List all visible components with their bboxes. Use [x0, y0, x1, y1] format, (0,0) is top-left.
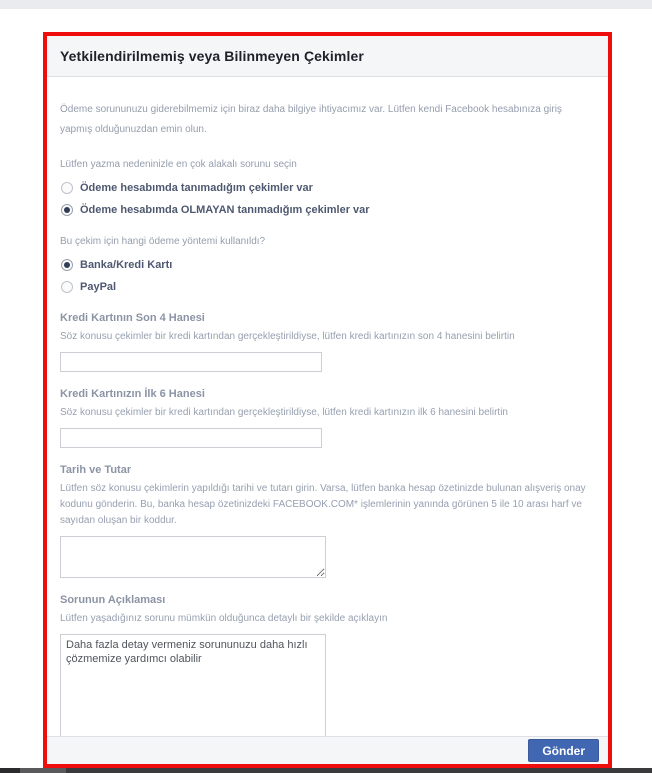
radio-option-bank-credit-card[interactable] — [60, 255, 594, 274]
card-first6-input[interactable] — [60, 428, 322, 448]
field-label: Sorunun Açıklaması — [60, 594, 166, 606]
radio-unchecked-icon[interactable] — [61, 281, 73, 293]
submit-button[interactable]: Gönder — [528, 739, 599, 762]
field-description: Lütfen söz konusu çekimlerin yapıldığı tarihi ve tutarı girin. Varsa, lütfen banka hesap özetinizde bulunan alışveriş onay kodunu gönderin. Bu, banka hesap özetinizdeki FACEBOOK.COM* işlemlerinin yanında görünen 5 ile 10 arası harf ve sayıdan oluşan bir koddur. — [60, 483, 586, 526]
dialog-title: Yetkilendirilmemiş veya Bilinmeyen Çekimler — [60, 48, 364, 64]
field-card-last4 — [60, 312, 594, 372]
dialog-body — [47, 77, 608, 736]
radio-option-label: Ödeme hesabımda OLMAYAN tanımadığım çekimler var — [80, 203, 370, 216]
radio-option-label: PayPal — [80, 280, 117, 293]
reason-question-label: Lütfen yazma nedeninizle en çok alakalı sorunu seçin — [60, 159, 297, 170]
radio-option-unrecognized-charges[interactable] — [60, 178, 594, 197]
card-last4-input[interactable] — [60, 352, 322, 372]
radio-option-label: Banka/Kredi Kartı — [80, 258, 173, 271]
bottom-edge-strip — [0, 768, 652, 773]
page-top-strip — [0, 0, 652, 9]
field-problem-description — [60, 594, 594, 736]
radio-option-label: Ödeme hesabımda tanımadığım çekimler var — [80, 181, 313, 194]
intro-text: Ödeme sorununuzu giderebilmemiz için biraz daha bilgiye ihtiyacımız var. Lütfen kendi Facebook hesabınıza giriş yapmış olduğunuzdan emin olun. — [60, 104, 562, 135]
field-label: Kredi Kartının Son 4 Hanesi — [60, 312, 205, 324]
radio-unchecked-icon[interactable] — [61, 182, 73, 194]
dialog-footer — [47, 736, 608, 764]
radio-option-not-on-account-charges[interactable] — [60, 200, 594, 219]
radio-checked-icon[interactable] — [61, 204, 73, 216]
field-label: Tarih ve Tutar — [60, 464, 132, 476]
field-date-amount — [60, 464, 594, 578]
field-label: Kredi Kartınızın İlk 6 Hanesi — [60, 388, 205, 400]
unauthorized-withdrawals-dialog — [43, 32, 612, 768]
field-description: Söz konusu çekimler bir kredi kartından gerçekleştirildiyse, lütfen kredi kartınızın son 4 hanesini belirtin — [60, 331, 515, 342]
field-description: Söz konusu çekimler bir kredi kartından gerçekleştirildiyse, lütfen kredi kartınızın ilk 6 hanesini belirtin — [60, 407, 508, 418]
field-description: Lütfen yaşadığınız sorunu mümkün olduğunca detaylı bir şekilde açıklayın — [60, 613, 388, 624]
radio-checked-icon[interactable] — [61, 259, 73, 271]
payment-method-question-label: Bu çekim için hangi ödeme yöntemi kullanıldı? — [60, 236, 266, 247]
dialog-header — [47, 36, 608, 77]
date-amount-textarea[interactable] — [60, 536, 326, 578]
radio-option-paypal[interactable] — [60, 277, 594, 296]
problem-description-textarea[interactable] — [60, 634, 326, 736]
field-card-first6 — [60, 388, 594, 448]
